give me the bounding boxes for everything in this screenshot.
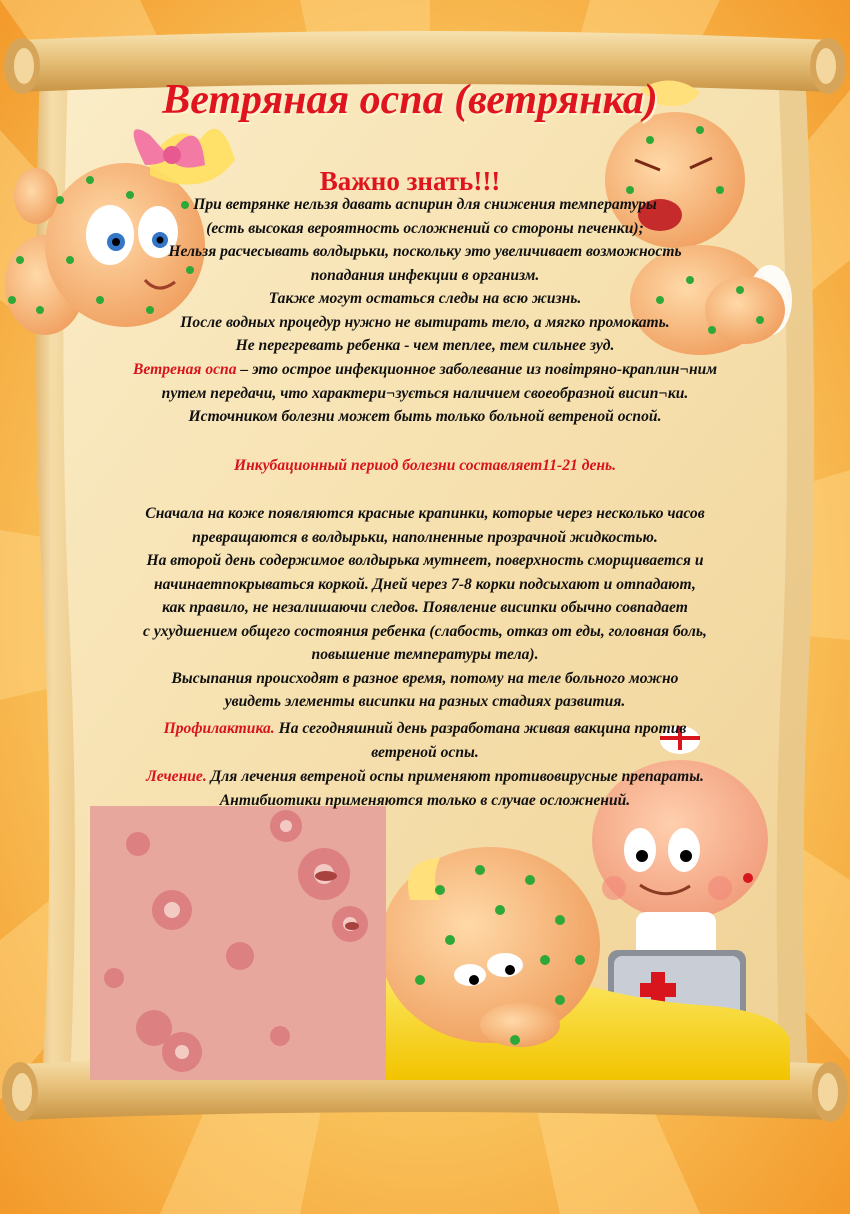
symptom-line: как правило, не незалишаючи следов. Появление висипки обычно совпадает <box>162 599 688 616</box>
prevention-block <box>40 717 810 764</box>
rash-photo <box>90 806 386 1080</box>
symptoms-block <box>40 502 810 714</box>
warning-line: При ветрянке нельзя давать аспирин для снижения температуры <box>193 196 657 213</box>
poster-title: Ветряная оспа (ветрянка) <box>162 77 658 123</box>
symptom-line: с ухудшением общего состояния ребенка (слабость, отказ от еды, головная боль, <box>143 622 707 640</box>
warning-line: попадания инфекции в организм. <box>310 266 540 284</box>
warnings-block <box>40 193 810 358</box>
symptom-line: увидеть элементы висипки на разных стадиях развития. <box>224 693 626 710</box>
symptom-line: Высыпания происходят в разное время, потому на теле больного можно <box>171 669 679 687</box>
warning-line: Не перегревать ребенка - чем теплее, тем сильнее зуд. <box>235 337 615 354</box>
warning-line: После водных процедур нужно не вытирать тело, а мягко промокать. <box>180 313 670 331</box>
symptom-line: превращаются в волдырьки, наполненные прозрачной жидкостью. <box>192 528 658 546</box>
incubation-period: Инкубационный период болезни составляет11-21 день. <box>233 457 617 474</box>
treatment-line-1: Лечение. Для лечения ветреной оспы применяют противовирусные препараты. <box>146 768 704 785</box>
definition-line-2: путем передачи, что характери¬зується наличием своеобразной висип¬ки. <box>161 384 689 402</box>
definition-block <box>40 358 810 429</box>
prevention-label: Профилактика. <box>163 720 275 737</box>
treatment-line-2: Антибиотики применяются только в случае осложнений. <box>219 791 631 809</box>
warning-line: (есть высокая вероятность осложнений со стороны печенки); <box>206 219 644 237</box>
prevention-line-1: Профилактика. На сегодняшний день разработана живая вакцина против <box>163 720 687 737</box>
symptom-line: начинаетпокрываться коркой. Дней через 7-8 корки подсыхают и отпадают, <box>154 575 696 593</box>
definition-term: Ветреная оспа <box>132 361 237 378</box>
treatment-label: Лечение. <box>146 768 207 785</box>
symptom-line: повышение температуры тела). <box>311 646 539 663</box>
symptom-line: Сначала на коже появляются красные крапинки, которые через несколько часов <box>145 505 705 522</box>
important-subtitle: Важно знать!!! <box>319 166 501 196</box>
treatment-block <box>40 765 810 812</box>
prevention-line-2: ветреной оспы. <box>371 743 479 761</box>
definition-line-1: Ветреная оспа – это острое инфекционное заболевание из повітряно-краплин¬ним <box>132 361 718 378</box>
symptom-line: На второй день содержимое волдырька мутнеет, поверхность сморщивается и <box>146 552 704 569</box>
warning-line: Нельзя расчесывать волдырьки, поскольку это увеличивает возможность <box>168 243 682 260</box>
warning-line: Также могут остаться следы на всю жизнь. <box>268 290 582 307</box>
definition-line-3: Источником болезни может быть только больной ветреной оспой. <box>188 408 662 425</box>
